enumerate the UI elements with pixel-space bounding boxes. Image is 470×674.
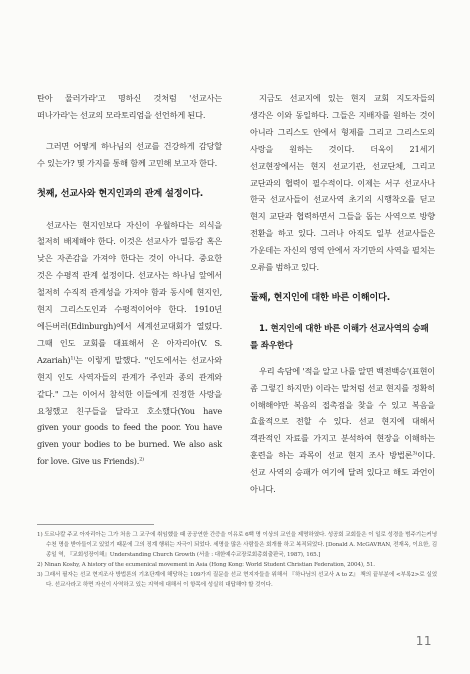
- footnote-ref-2: 2): [139, 456, 144, 463]
- paragraph-question: 그러면 어떻게 하나님의 선교를 건강하게 감당할 수 있는가? 몇 가지를 통해 함께 고민해 보고자 한다.: [37, 140, 222, 168]
- left-column: [37, 90, 222, 470]
- footnote-ref-3: 3): [412, 450, 418, 457]
- paragraph-relationship-text: 선교사는 현지인보다 자신이 우월하다는 의식을 철저히 배제해야 한다. 이것은 선교사가 열등감 혹은 낮은 자존감을 가져야 한다는 것이 아니다. 중요한 것은 수평적 관계 설정이다. 선교사는 하나님 앞에서 철저히 수직적 관계성을 가져야 함과 동시에 현지인, 현지 그리스도인과 수평적이어야 한다. 1910년 에든버러(Edinburgh)에서 세계선교대회가 열렸다. 그때 인도 교회를 대표해서 온 아자리아(V. S. Azariah): [37, 219, 222, 365]
- footnote-ref-1: 1): [70, 355, 76, 362]
- footnote-divider: [37, 524, 154, 525]
- footnote-1: 1) 도르나칼 주교 아자리아는 그가 처음 그 교구에 취임했을 때 공공연한 간증을 이유로 6백 명 이상의 교인을 제명하였다. 성공회 교회들은 이 일로 성경을 범주기는커녕 수천 명을 받아들이고 있었기 때문에 그의 징계 행위는 자극이 되었다. 세명을 많은 사람들은 회개를 하고 복직되었다. [Donald A. McGAVRAN, 전재옥, 이요한, 김종일 역, 『교회성장이해』Understanding Church Growth (서울 : 대한예수교장로회총회출판국, 1987), 165.]: [37, 532, 437, 559]
- right-column: [250, 90, 435, 498]
- footnote-2: 2) Ninan Koshy, A history of the ecumenical movement in Asia (Hong Kong: World Student Christian Federation, 2004), 51.: [37, 562, 375, 569]
- paragraph-proverb: [250, 363, 435, 498]
- subsection-title: 1. 현지인에 대한 바른 이해가 선교사역의 승패를 좌우한다: [250, 323, 429, 351]
- footnote-3: 3) 그래서 필자는 선교 현지조사 방법론의 기초단계에 해당하는 109가지 질문을 선교 현지자들을 위해서 『하나님의 선교사 A to Z』 책의 끝부분에 <부록2>로 실었다. 선교사라고 하면 자신이 사역하고 있는 지역에 대해서 이 항목에 성실히 대답해야 할 것이다.: [37, 572, 437, 589]
- paragraph-continuation: 탄아 물러가라'고 명하신 것처럼 '선교사는 떠나가라'는 선교의 모라토리엄을 선언하게 된다.: [37, 93, 222, 120]
- section-title-relationship: 첫째, 선교사와 현지인과의 관계 설정이다.: [37, 187, 204, 199]
- section-title-understanding: 둘째, 현지인에 대한 바른 이해이다.: [250, 291, 391, 303]
- paragraph-relationship: [37, 217, 222, 471]
- page-number: 11: [415, 634, 432, 648]
- paragraph-relationship-text-cont: 는 이렇게 말했다. "인도에서는 선교사와 현지 인도 사역자들의 관계가 주인과 종의 관계와 같다." 그는 이어서 참석한 이들에게 진정한 사랑을 요청했고 친구들을 달라고 호소했다(You have given your goods to feed the poor. You have given your bodies to be burned. We also ask for love. Give us Friends).: [37, 354, 222, 467]
- paragraph-proverb-text: 우리 속담에 '적을 알고 나를 알면 백전백승'(표현이 좀 그렇긴 하지만) 이라는 말처럼 선교 현지를 정확히 이해해야만 복음의 접촉점을 찾을 수 있고 복음을 효율적으로 전할 수 있다. 선교 현지에 대해서 객관적인 자료를 가지고 분석하여 현장을 이해하는 훈련을 하는 과목이 선교 현지 조사 방법론: [250, 365, 435, 461]
- footnotes: [37, 530, 437, 591]
- paragraph-local-leaders: 지금도 선교지에 있는 현지 교회 지도자들의 생각은 이와 동일하다. 그들은 지배자를 원하는 것이 아니라 그리스도 안에서 형제를 그리고 그리스도의 사랑을 원하는 것이다. 더욱이 21세기 선교현장에서는 현지 선교기관, 선교단체, 그리고 교단과의 협력이 필수적이다. 이제는 서구 선교사나 한국 선교사들이 선교사역 초기의 시행착오를 딛고 현지 교단과 협력하면서 그들을 돕는 사역으로 방향 전환을 하고 있다. 그러나 아직도 일부 선교사들은 가운데는 자신의 영역 안에서 자기만의 사역을 펼치는 오류를 범하고 있다.: [250, 93, 435, 273]
- paragraph-proverb-text-cont: 이다. 선교 사역의 승패가 여기에 달려 있다고 해도 과언이 아니다.: [250, 450, 435, 495]
